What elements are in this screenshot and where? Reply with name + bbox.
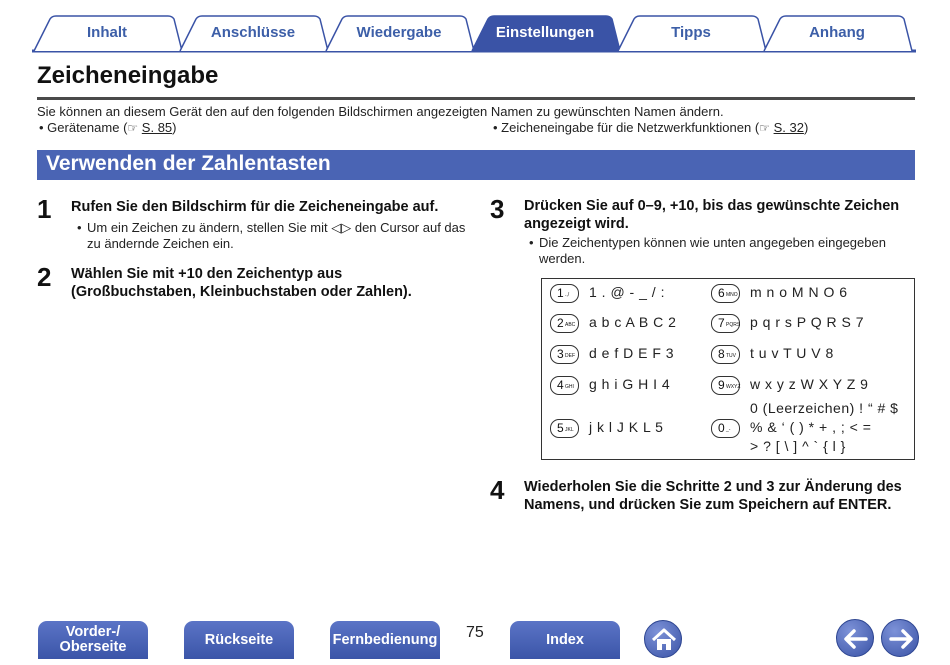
step-heading-cont: angezeigt wird. — [524, 216, 629, 232]
section-title: Verwenden der Zahlentasten — [46, 152, 331, 175]
ref-link-s85[interactable]: S. 85 — [141, 120, 173, 135]
remote-button[interactable]: Fernbedienung — [330, 621, 440, 659]
ref-label: Zeicheneingabe für die Netzwerkfunktionen — [501, 120, 752, 135]
home-icon — [645, 621, 683, 659]
key-chars: j k l J K L 5 — [589, 419, 664, 435]
step-heading: Wählen Sie mit +10 den Zeichentyp aus — [71, 266, 343, 282]
ref-link-s32[interactable]: S. 32 — [773, 120, 804, 135]
title-divider — [37, 97, 915, 100]
key-chars: > ? [ \ ] ^ ` { l } — [750, 438, 846, 454]
step-heading: Drücken Sie auf 0–9, +10, bis das gewünschte Zeichen — [524, 198, 900, 214]
key-chars: m n o M N O 6 — [750, 284, 848, 300]
step-heading-cont: Namens, und drücken Sie zum Speichern auf ENTER. — [524, 497, 892, 513]
intro-text: Sie können an diesem Gerät den auf den folgenden Bildschirmen angezeigten Namen zu gewünschten Namen ändern. — [37, 104, 724, 119]
forward-arrow-icon — [882, 620, 920, 658]
back-button[interactable] — [836, 619, 874, 657]
pointing-hand-icon: ☞ — [127, 121, 139, 135]
step-note-cont: werden. — [539, 251, 586, 266]
key-1-icon: 1 .,/ — [550, 284, 579, 303]
tab-anschluesse[interactable]: Anschlüsse — [210, 24, 296, 41]
key-3-icon: 3 DEF — [550, 345, 579, 364]
key-chars: t u v T U V 8 — [750, 345, 834, 361]
key-0-icon: 0 _- — [711, 419, 740, 438]
key-chars: g h i G H I 4 — [589, 376, 671, 392]
ref-item-netzwerk: • Zeicheneingabe für die Netzwerkfunktionen (☞ S. 32) — [493, 120, 809, 135]
ref-item-geraetename: • Gerätename (☞ S. 85) — [39, 120, 177, 135]
tab-bar — [32, 0, 916, 54]
tab-wiedergabe[interactable]: Wiedergabe — [356, 24, 442, 41]
key-chars: 0 (Leerzeichen) ! “ # $ — [750, 400, 899, 416]
rear-button[interactable]: Rückseite — [184, 621, 294, 659]
character-table — [541, 278, 915, 460]
step-number: 3 — [490, 194, 505, 224]
key-2-icon: 2 ABC — [550, 314, 579, 333]
home-button[interactable] — [644, 620, 682, 658]
key-4-icon: 4 GHI — [550, 376, 579, 395]
key-chars: a b c A B C 2 — [589, 314, 677, 330]
step-number: 2 — [37, 262, 52, 292]
step-number: 1 — [37, 194, 52, 224]
section-header — [37, 150, 915, 180]
step-note: • Die Zeichentypen können wie unten angegeben eingegeben — [529, 235, 886, 250]
tab-inhalt[interactable]: Inhalt — [87, 24, 127, 41]
key-8-icon: 8 TUV — [711, 345, 740, 364]
step-note: • Um ein Zeichen zu ändern, stellen Sie mit ◁▷ den Cursor auf das — [77, 220, 466, 235]
front-top-button[interactable]: Vorder-/ Oberseite — [38, 621, 148, 659]
key-chars: 1 . @ - _ / : — [589, 284, 665, 300]
step-heading: Wiederholen Sie die Schritte 2 und 3 zur Änderung des — [524, 479, 902, 495]
key-7-icon: 7 PQRS — [711, 314, 740, 333]
key-9-icon: 9 WXYZ — [711, 376, 740, 395]
tab-anhang[interactable]: Anhang — [809, 24, 865, 41]
index-button[interactable]: Index — [510, 621, 620, 659]
key-6-icon: 6 MNO — [711, 284, 740, 303]
pointing-hand-icon: ☞ — [759, 121, 770, 135]
key-5-icon: 5 JKL — [550, 419, 579, 438]
page-number: 75 — [466, 624, 484, 641]
key-chars: d e f D E F 3 — [589, 345, 675, 361]
back-arrow-icon — [837, 620, 875, 658]
key-chars: w x y z W X Y Z 9 — [750, 376, 869, 392]
page-title: Zeicheneingabe — [37, 62, 219, 89]
step-number: 4 — [490, 475, 505, 505]
key-chars: p q r s P Q R S 7 — [750, 314, 865, 330]
step-note-cont: zu ändernde Zeichen ein. — [87, 236, 234, 251]
key-chars: % & ‘ ( ) * + , ; < = — [750, 419, 872, 435]
step-heading-cont: (Großbuchstaben, Kleinbuchstaben oder Zahlen). — [71, 284, 412, 300]
step-heading: Rufen Sie den Bildschirm für die Zeicheneingabe auf. — [71, 199, 439, 215]
tab-tipps[interactable]: Tipps — [671, 24, 711, 41]
tab-einstellungen[interactable]: Einstellungen — [495, 24, 595, 41]
ref-label: Gerätename — [47, 120, 120, 135]
forward-button[interactable] — [881, 619, 919, 657]
